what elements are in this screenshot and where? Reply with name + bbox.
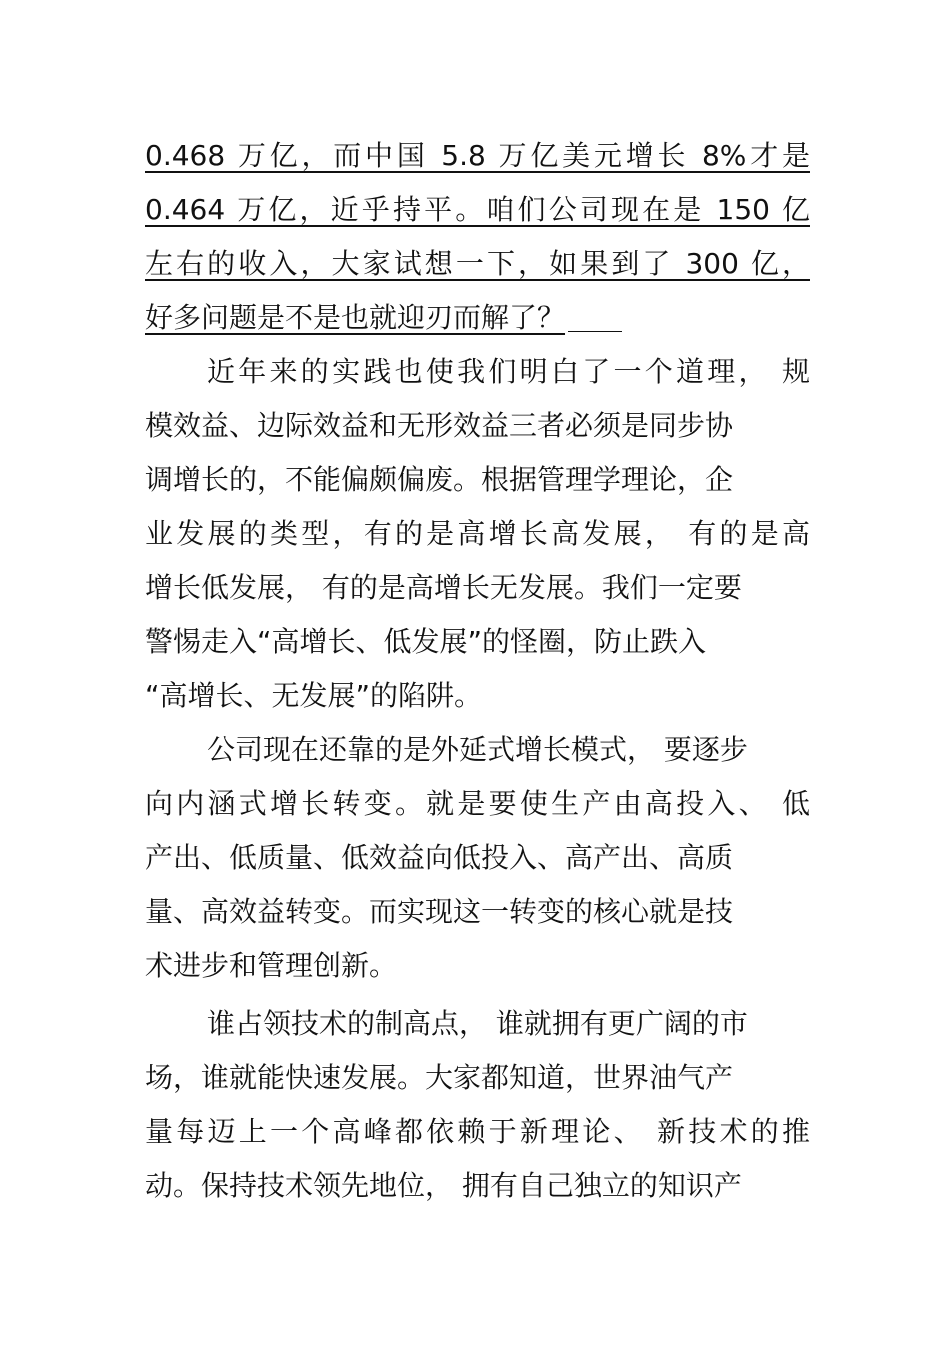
text-line: 量、高效益转变。而实现这一转变的核心就是技 <box>145 895 734 928</box>
text-line: 业发展的类型，有的是高增长高发展， 有的是高 <box>145 517 810 550</box>
text-line: 动。保持技术领先地位， 拥有自己独立的知识产 <box>145 1169 742 1202</box>
text-line: 术进步和管理创新。 <box>145 949 398 982</box>
text-line: 产出、低质量、低效益向低投入、高产出、高质 <box>145 841 734 874</box>
text-line: 0.464 万亿，近乎持平。咱们公司现在是 150 亿 <box>145 193 810 226</box>
text-line: 调增长的，不能偏颇偏废。根据管理学理论，企 <box>145 463 734 496</box>
text-line: 场，谁就能快速发展。大家都知道，世界油气产 <box>145 1061 734 1094</box>
text-line: 量每迈上一个高峰都依赖于新理论、 新技术的推 <box>145 1115 810 1148</box>
text-line: 左右的收入，大家试想一下，如果到了 300 亿， <box>145 247 810 280</box>
text-line: 谁占领技术的制高点， 谁就拥有更广阔的市 <box>207 1007 748 1040</box>
underline-rule <box>568 331 622 332</box>
text-line: 好多问题是不是也就迎刃而解了？ <box>145 301 566 334</box>
text-line: 警惕走入“高增长、低发展”的怪圈，防止跌入 <box>145 625 707 658</box>
text-line: 近年来的实践也使我们明白了一个道理， 规 <box>207 355 810 388</box>
text-line: 模效益、边际效益和无形效益三者必须是同步协 <box>145 409 734 442</box>
text-line: 公司现在还靠的是外延式增长模式， 要逐步 <box>207 733 748 766</box>
text-line: 向内涵式增长转变。就是要使生产由高投入、 低 <box>145 787 810 820</box>
text-line: “高增长、无发展”的陷阱。 <box>145 679 483 712</box>
text-line: 增长低发展， 有的是高增长无发展。我们一定要 <box>145 571 742 604</box>
text-line: 0.468 万亿，而中国 5.8 万亿美元增长 8%才是 <box>145 139 810 172</box>
